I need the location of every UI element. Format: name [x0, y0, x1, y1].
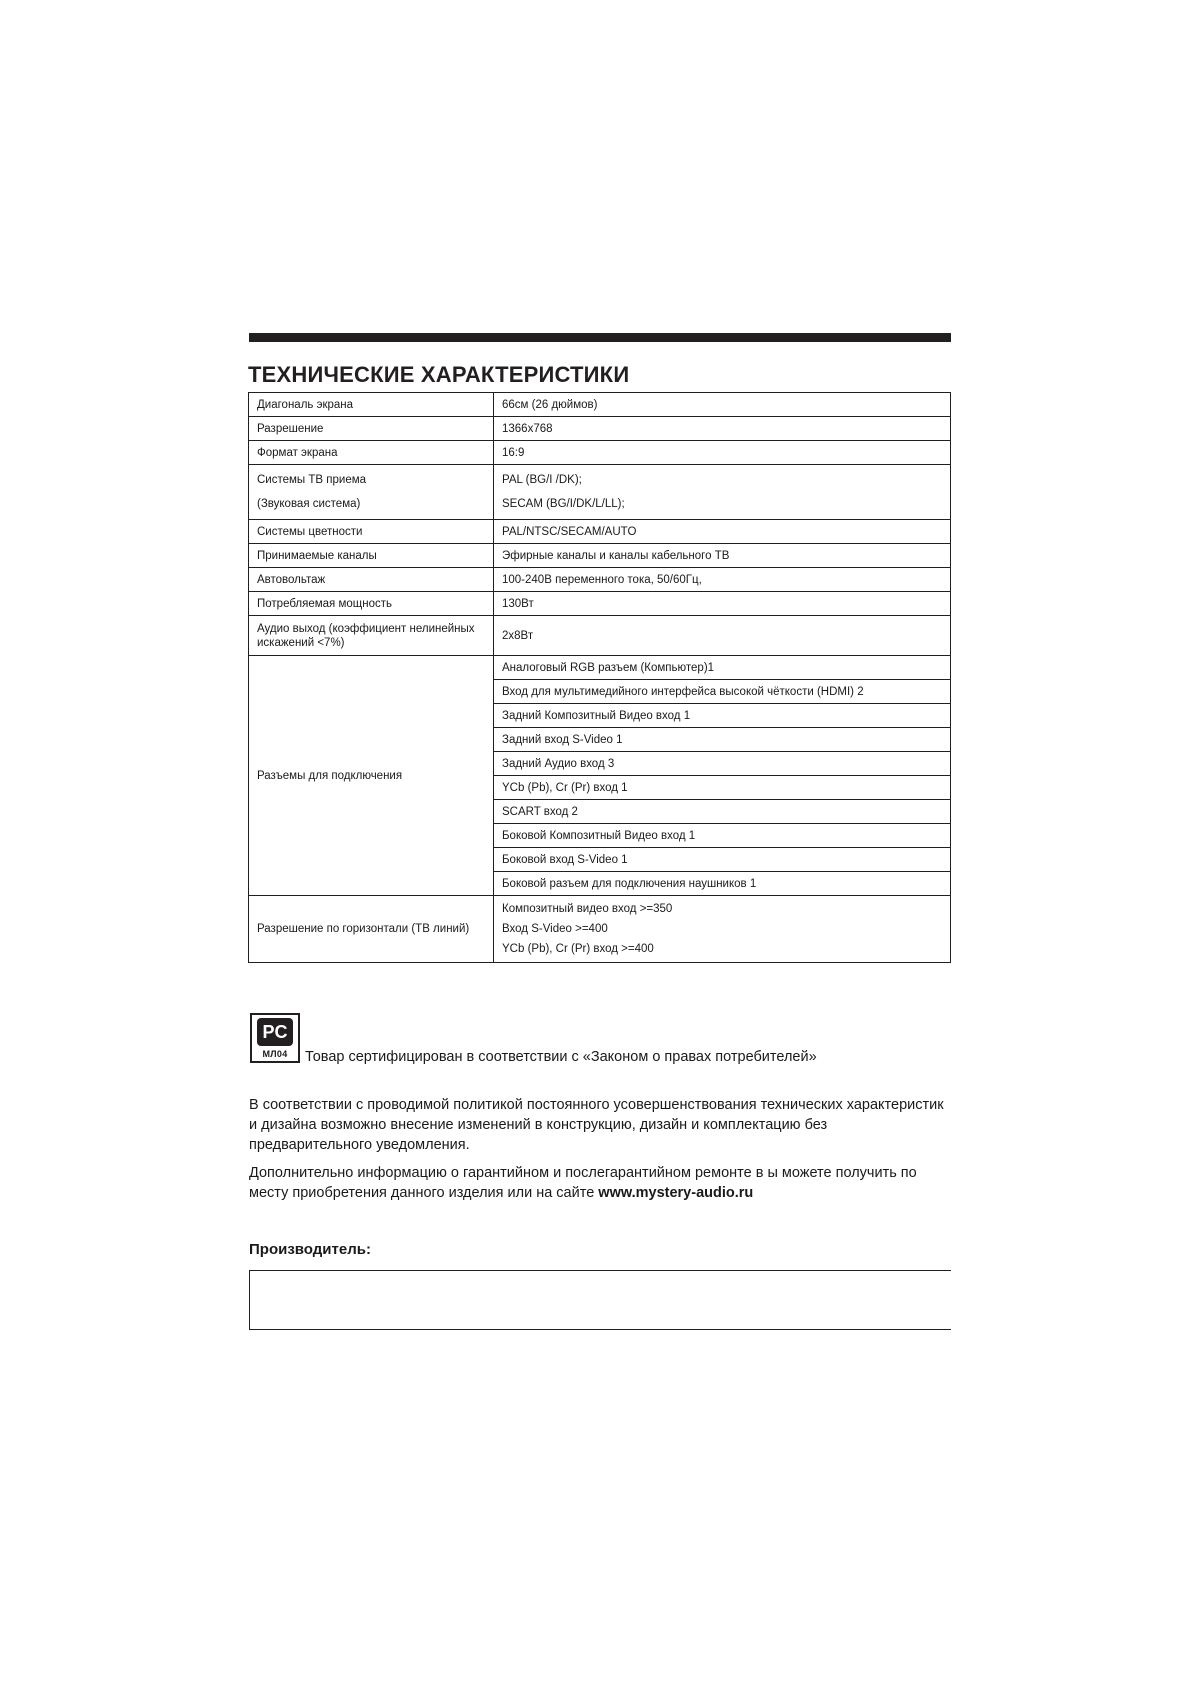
spec-label: Потребляемая мощность: [249, 592, 494, 616]
spec-label: Разрешение: [249, 417, 494, 441]
connectors-label: Разъемы для подключения: [249, 656, 494, 896]
manufacturer-label: Производитель:: [249, 1241, 371, 1258]
connector-item: Аналоговый RGB разъем (Компьютер)1: [494, 656, 951, 680]
resolution-line: YCb (Pb), Cr (Pr) вход >=400: [502, 943, 654, 955]
warranty-paragraph: [249, 1163, 949, 1203]
connector-item: Боковой разъем для подключения наушников 1: [494, 872, 951, 896]
table-row: [249, 520, 951, 544]
specs-table: [248, 392, 951, 963]
spec-value: 2x8Вт: [494, 616, 951, 656]
spec-value: [494, 465, 951, 520]
connector-item: Задний вход S-Video 1: [494, 728, 951, 752]
connector-item: Задний Аудио вход 3: [494, 752, 951, 776]
spec-label: Формат экрана: [249, 441, 494, 465]
spec-value: 16:9: [494, 441, 951, 465]
spec-label: Аудио выход (коэффициент нелинейных искажений <7%): [249, 616, 494, 656]
manufacturer-box: [249, 1270, 951, 1330]
spec-value: Эфирные каналы и каналы кабельного ТВ: [494, 544, 951, 568]
certification-mark-icon: PC: [257, 1018, 293, 1046]
certification-logo: [250, 1013, 300, 1063]
resolution-line: Вход S-Video >=400: [502, 923, 608, 935]
table-row: [249, 393, 951, 417]
spec-label: Диагональ экрана: [249, 393, 494, 417]
policy-paragraph: В соответствии с проводимой политикой постоянного усовершенствования технических характеристик и дизайна возможно внесение изменений в конструкцию, дизайн и комплектацию без предварительного уведомления.: [249, 1097, 944, 1153]
spec-value-line: PAL (BG/I /DK);: [502, 474, 582, 486]
connector-item: YCb (Pb), Cr (Pr) вход 1: [494, 776, 951, 800]
table-row: [249, 417, 951, 441]
spec-label: Автовольтаж: [249, 568, 494, 592]
spec-label: [249, 465, 494, 520]
spec-value: 130Вт: [494, 592, 951, 616]
table-row: [249, 465, 951, 520]
horizontal-resolution-values: [494, 896, 951, 963]
warranty-text: Дополнительно информацию о гарантийном и послегарантийном ремонте в ы можете получить по месту приобретения данного изделия или на сайте: [249, 1165, 917, 1201]
spec-value: PAL/NTSC/SECAM/AUTO: [494, 520, 951, 544]
spec-label: Системы цветности: [249, 520, 494, 544]
spec-label: Принимаемые каналы: [249, 544, 494, 568]
header-rule: [249, 333, 951, 342]
certification-text: Товар сертифицирован в соответствии с «Законом о правах потребителей»: [305, 1049, 817, 1065]
table-row: [249, 896, 951, 963]
spec-value: 100-240В переменного тока, 50/60Гц,: [494, 568, 951, 592]
spec-label-line: Системы ТВ приема: [257, 474, 367, 486]
connector-item: Вход для мультимедийного интерфейса высокой чёткости (HDMI) 2: [494, 680, 951, 704]
table-row: [249, 592, 951, 616]
resolution-line: Композитный видео вход >=350: [502, 903, 673, 915]
connector-item: Боковой Композитный Видео вход 1: [494, 824, 951, 848]
table-row: [249, 616, 951, 656]
connector-item: Боковой вход S-Video 1: [494, 848, 951, 872]
table-row: [249, 568, 951, 592]
table-row: [249, 656, 951, 680]
spec-label-line: (Звуковая система): [257, 498, 361, 510]
horizontal-resolution-label: Разрешение по горизонтали (ТВ линий): [249, 896, 494, 963]
table-row: [249, 544, 951, 568]
spec-value: 66см (26 дюймов): [494, 393, 951, 417]
spec-value-line: SECAM (BG/I/DK/L/LL);: [502, 498, 625, 510]
spec-value: 1366x768: [494, 417, 951, 441]
page-title: ТЕХНИЧЕСКИЕ ХАРАКТЕРИСТИКИ: [248, 362, 630, 387]
connector-item: SCART вход 2: [494, 800, 951, 824]
certification-code: МЛ04: [262, 1049, 288, 1059]
website-link[interactable]: www.mystery-audio.ru: [598, 1185, 754, 1201]
table-row: [249, 441, 951, 465]
connector-item: Задний Композитный Видео вход 1: [494, 704, 951, 728]
